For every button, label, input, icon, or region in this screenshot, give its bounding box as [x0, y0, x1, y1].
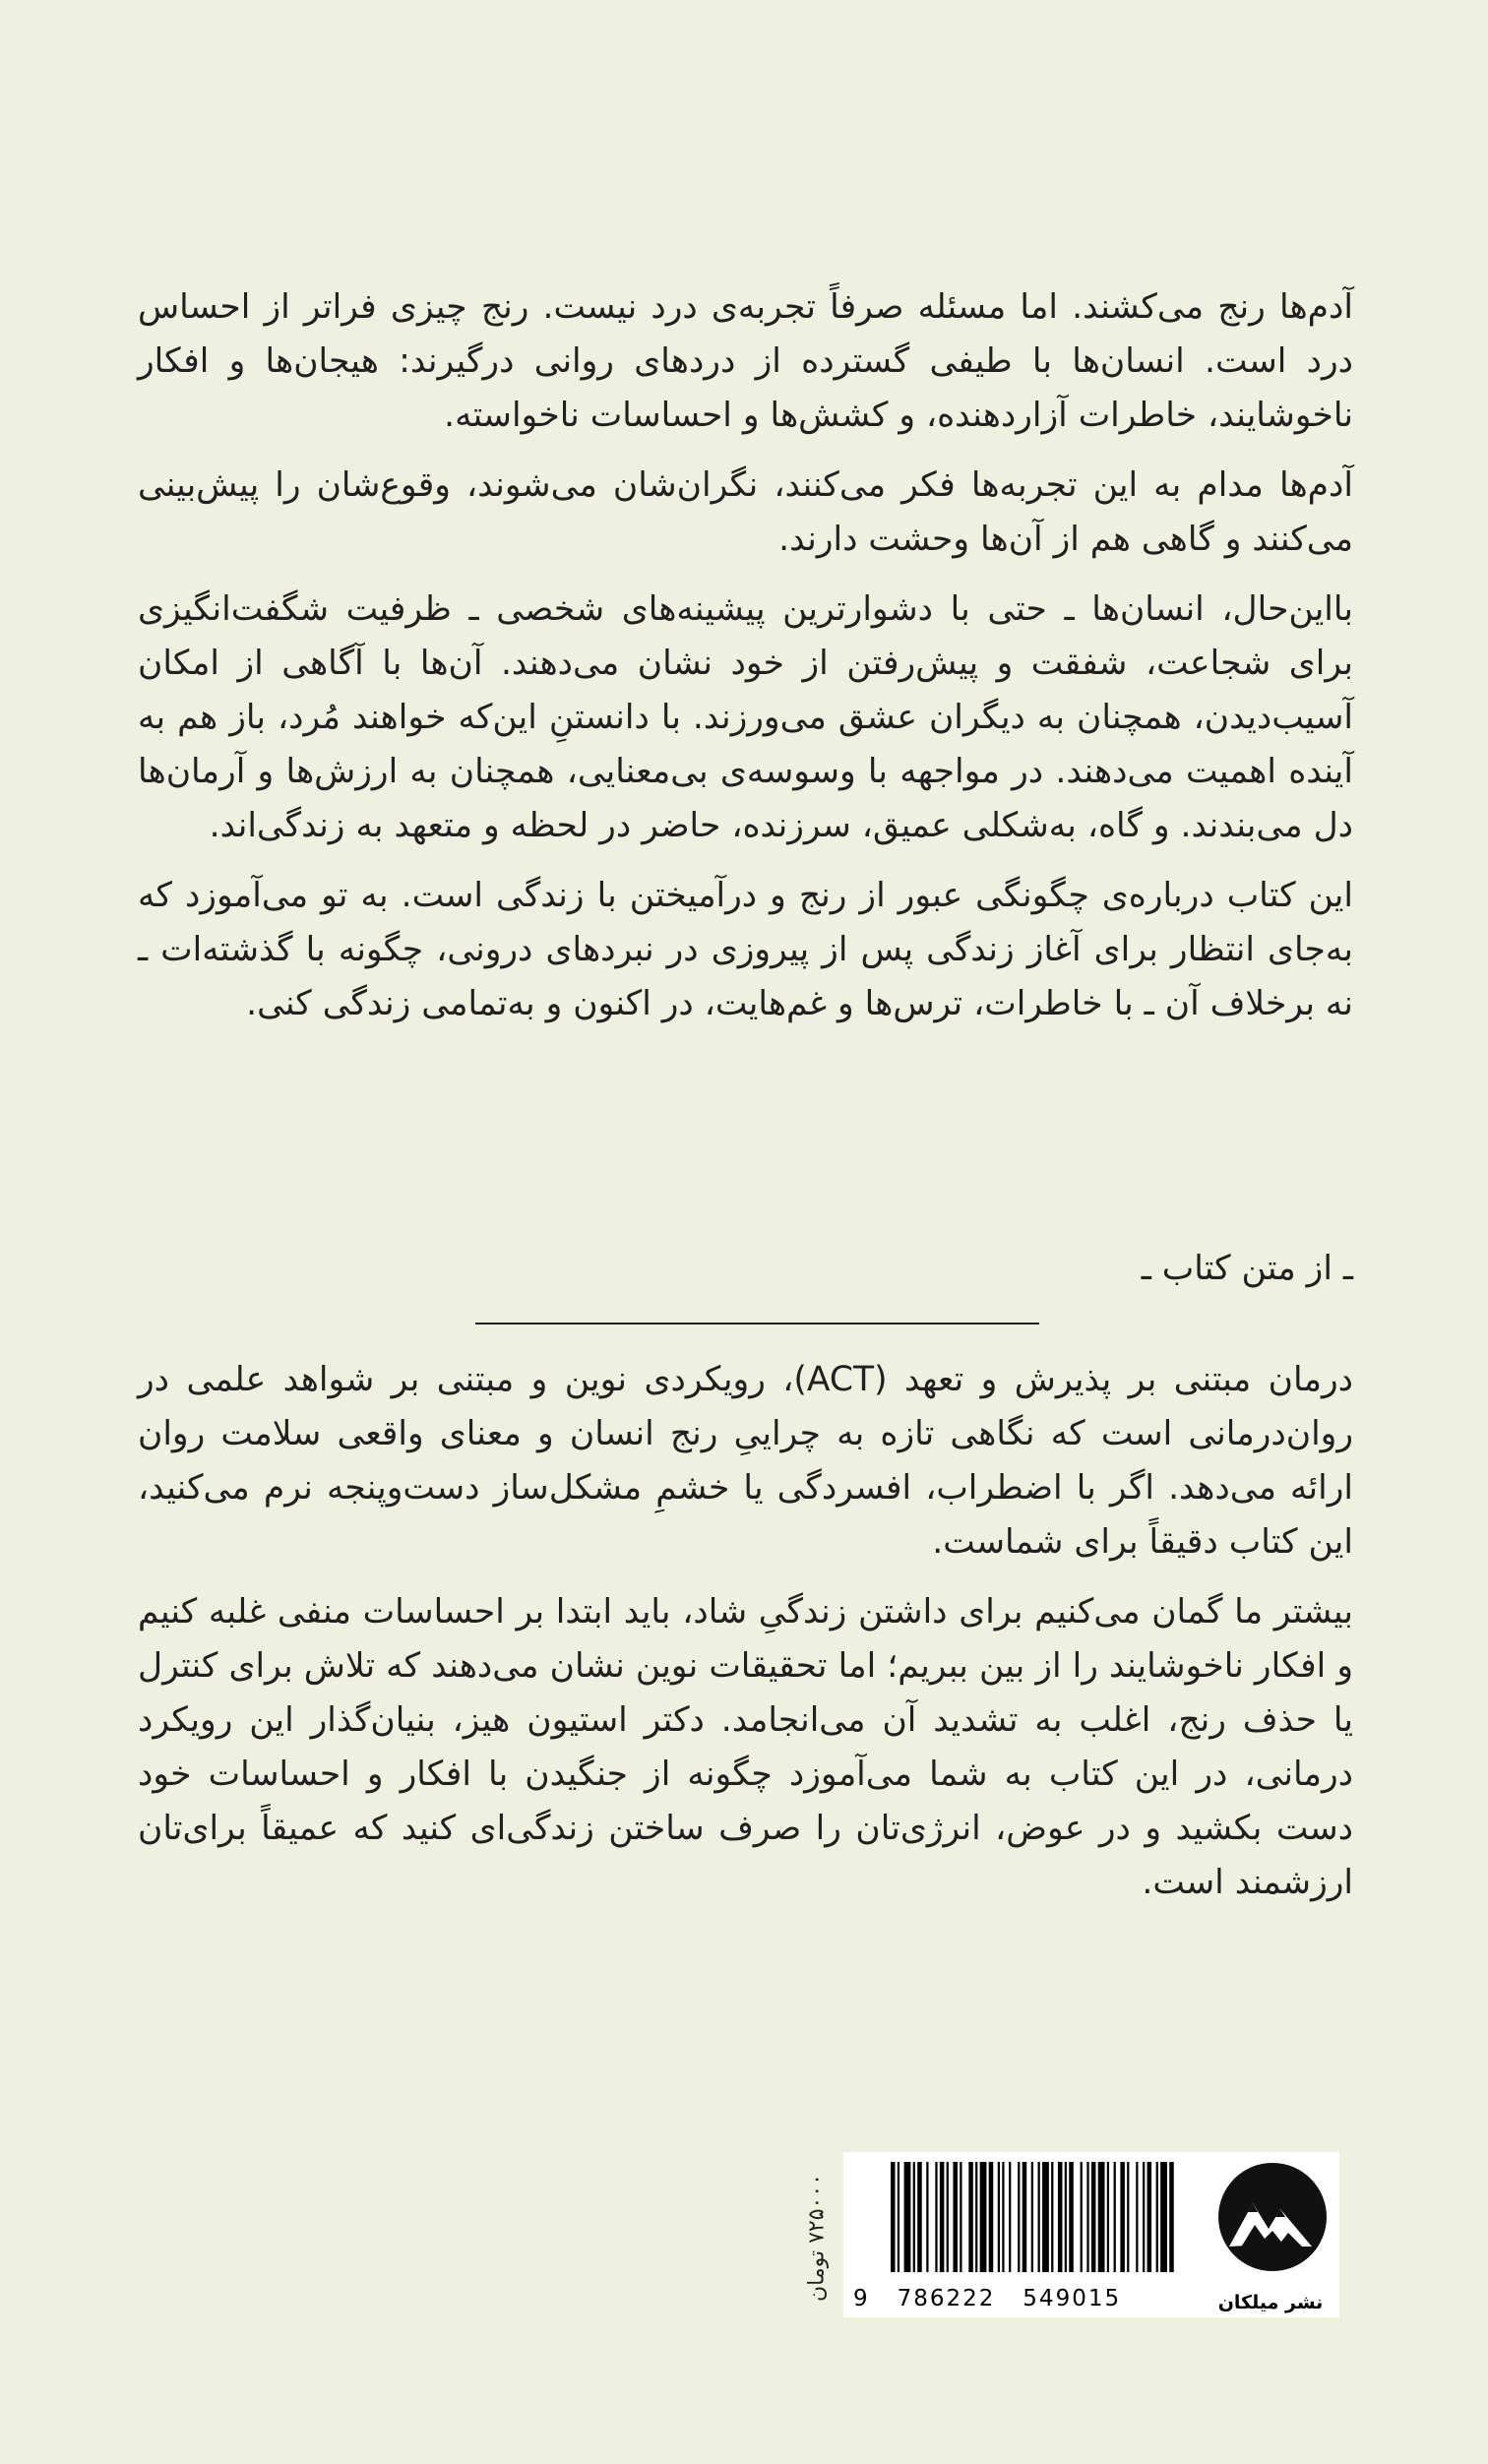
barcode-bar [960, 2162, 961, 2272]
description-paragraph: درمان مبتنی بر پذیرش و تعهد (ACT)، رویکردی نوین و مبتنی بر شواهد علمی در روان‌درمانی است که نگاهی تازه به چراییِ رنج انسان و معنای واقعی سلامت روان ارائه می‌دهد. اگر با اضطراب، افسردگی یا خشمِ مشکل‌ساز دست‌وپنجه نرم می‌کنید، این کتاب دقیقاً برای شماست. [138, 1360, 1353, 1562]
description-paragraph: بیشتر ما گمان می‌کنیم برای داشتن زندگیِ شاد، باید ابتدا بر احساسات منفی غلبه کنیم و افکار ناخوشایند را از بین ببریم؛ اما تحقیقات نوین نشان می‌دهند که تلاش برای کنترل یا حذف رنج، اغلب به تشدید آن می‌انجامد. دکتر استیون هیز، بنیان‌گذار این رویکرد درمانی، در این کتاب به شما می‌آموزد چگونه از جنگیدن با افکار و احساسات خود دست بکشید و در عوض، انرژی‌تان را صرف ساختن زندگی‌ای کنید که عمیقاً برای‌تان ارزشمند است. [138, 1592, 1353, 1902]
barcode-bar [940, 2162, 945, 2272]
barcode-bar [1143, 2162, 1145, 2272]
barcode-bar [917, 2162, 922, 2272]
publisher-name: نشر میلکان [1217, 2292, 1324, 2313]
blurb-signature: ـ از متن کتاب ـ [1141, 1249, 1353, 1288]
blurb-paragraph: آدم‌ها رنج می‌کشند. اما مسئله صرفاً تجربه‌ی درد نیست. رنج چیزی فراتر از احساس درد است. انسان‌ها با طیفی گسترده از دردهای روانی درگیرند: هیجان‌ها و افکار ناخوشایند، خاطرات آزاردهنده، و کشش‌ها و احساسات ناخواسته. [138, 287, 1353, 435]
price-label [795, 2155, 838, 2320]
barcode-bar [1002, 2162, 1004, 2272]
barcode-bar [898, 2162, 899, 2272]
barcode-bar [913, 2162, 915, 2272]
barcode-bar [1169, 2162, 1174, 2272]
back-cover-blurb [138, 280, 1353, 1047]
barcode-panel [843, 2152, 1339, 2317]
mountain-peaks-icon [1215, 2160, 1330, 2274]
section-divider [475, 1323, 1039, 1324]
barcode-bars [891, 2162, 1176, 2272]
barcode-bar [1147, 2162, 1152, 2272]
barcode-bar [1156, 2162, 1158, 2272]
barcode-bar [980, 2162, 987, 2272]
barcode-bar [1058, 2162, 1063, 2272]
barcode-bar [1065, 2162, 1067, 2272]
barcode-bar [975, 2162, 977, 2272]
barcode-bar [926, 2162, 928, 2272]
barcode-number: 9 786222 549015 [853, 2286, 1122, 2311]
barcode-bar [998, 2162, 1000, 2272]
barcode-bar [1091, 2162, 1096, 2272]
barcode-bar [989, 2162, 994, 2272]
barcode-bar [1009, 2162, 1011, 2272]
barcode-bar [947, 2162, 949, 2272]
barcode-bar [891, 2162, 896, 2272]
barcode-bar [1136, 2162, 1138, 2272]
barcode-bar [1107, 2162, 1109, 2272]
publisher-logo [1215, 2160, 1330, 2274]
blurb-paragraph: آدم‌ها مدام به این تجربه‌ها فکر می‌کنند، نگران‌شان می‌شوند، وقوع‌شان را پیش‌بینی می‌کنند و گاهی هم از آن‌ها وحشت دارند. [138, 465, 1353, 559]
barcode-bar [1018, 2162, 1020, 2272]
barcode-bar [1031, 2162, 1033, 2272]
blurb-paragraph: این کتاب درباره‌ی چگونگی عبور از رنج و درآمیختن با زندگی است. به تو می‌آموزد که به‌جای انتظار برای آغاز زندگی پس از پیروزی در نبردهای درونی، چگونه با گذشته‌ات ـ نه برخلاف آن ـ با خاطرات، ترس‌ها و غم‌هایت، در اکنون و به‌تمامی زندگی کنی. [138, 876, 1353, 1023]
barcode-bar [1042, 2162, 1049, 2272]
barcode-bar [1069, 2162, 1074, 2272]
barcode-bar [953, 2162, 958, 2272]
blurb-paragraph: بااین‌حال، انسان‌ها ـ حتی با دشوارترین پیشینه‌های شخصی ـ ظرفیت شگفت‌انگیزی برای شجاعت، شفقت و پیش‌رفتن از خود نشان می‌دهند. آن‌ها با آگاهی از امکان آسیب‌دیدن، همچنان به دیگران عشق می‌ورزند. با دانستنِ این‌که خواهند مُرد، باز هم به آینده اهمیت می‌دهند. در مواجهه با وسوسه‌ی بی‌معنایی، همچنان به ارزش‌ها و آرمان‌ها دل می‌بندند. و گاه، به‌شکلی عمیق، سرزنده، حاضر در لحظه و متعهد به زندگی‌اند. [138, 589, 1353, 845]
book-description [138, 1353, 1353, 1926]
barcode-bar [968, 2162, 973, 2272]
price-text: ۷۲۵۰۰۰ تومان [804, 2173, 830, 2303]
barcode-bar [1127, 2162, 1129, 2272]
barcode-bar [1160, 2162, 1167, 2272]
barcode-bar [935, 2162, 937, 2272]
barcode-bar [904, 2162, 911, 2272]
barcode-bar [1114, 2162, 1116, 2272]
barcode-bar [1098, 2162, 1105, 2272]
barcode-bar [1086, 2162, 1088, 2272]
barcode-bar [1051, 2162, 1053, 2272]
barcode-bar [1120, 2162, 1125, 2272]
barcode-bar [1038, 2162, 1040, 2272]
barcode-bar [1023, 2162, 1027, 2272]
barcode-bar [1081, 2162, 1083, 2272]
